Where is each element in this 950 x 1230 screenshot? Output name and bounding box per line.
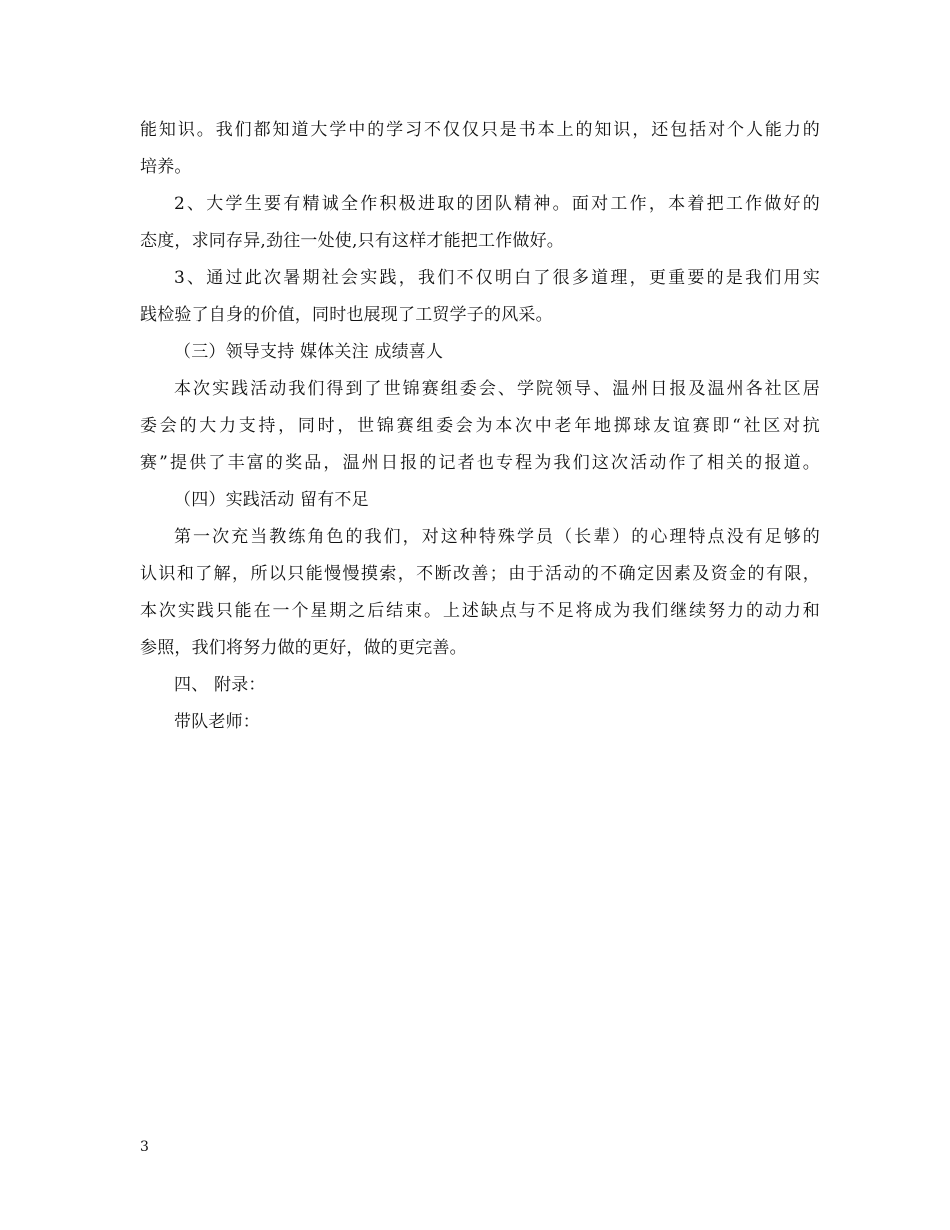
paragraph-line: 培养。 xyxy=(140,157,192,177)
paragraph-line: 本次实践只能在一个星期之后结束。上述缺点与不足将成为我们继续努力的动力和 xyxy=(140,601,820,621)
paragraph-line: 认识和了解，所以只能慢慢摸索，不断改善；由于活动的不确定因素及资金的有限， xyxy=(140,564,820,584)
paragraph-line: 第一次充当教练角色的我们，对这种特殊学员（长辈）的心理特点没有足够的 xyxy=(174,527,820,547)
paragraph-line: 2、大学生要有精诚全作积极进取的团队精神。面对工作，本着把工作做好的 xyxy=(174,194,820,214)
page-number: 3 xyxy=(140,1139,149,1155)
paragraph-line: 践检验了自身的价值，同时也展现了工贸学子的风采。 xyxy=(140,305,553,325)
section-heading: （三）领导支持 媒体关注 成绩喜人 xyxy=(174,342,444,362)
paragraph-line: 能知识。我们都知道大学中的学习不仅仅只是书本上的知识，还包括对个人能力的 xyxy=(140,120,820,140)
paragraph-line: 态度，求同存异,劲往一处使,只有这样才能把工作做好。 xyxy=(140,231,565,251)
section-heading: （四）实践活动 留有不足 xyxy=(174,490,369,510)
paragraph-line: 委会的大力支持，同时，世锦赛组委会为本次中老年地掷球友谊赛即“社区对抗 xyxy=(140,416,820,436)
paragraph-line: 3、通过此次暑期社会实践，我们不仅明白了很多道理，更重要的是我们用实 xyxy=(174,268,820,288)
paragraph-line: 参照，我们将努力做的更好，做的更完善。 xyxy=(140,638,467,658)
paragraph-line: 带队老师： xyxy=(174,712,260,732)
document-body xyxy=(140,112,820,741)
section-heading: 四、 附录： xyxy=(174,675,266,695)
paragraph-line: 本次实践活动我们得到了世锦赛组委会、学院领导、温州日报及温州各社区居 xyxy=(174,379,820,399)
paragraph-line: 赛”提供了丰富的奖品，温州日报的记者也专程为我们这次活动作了相关的报道。 xyxy=(140,453,820,473)
